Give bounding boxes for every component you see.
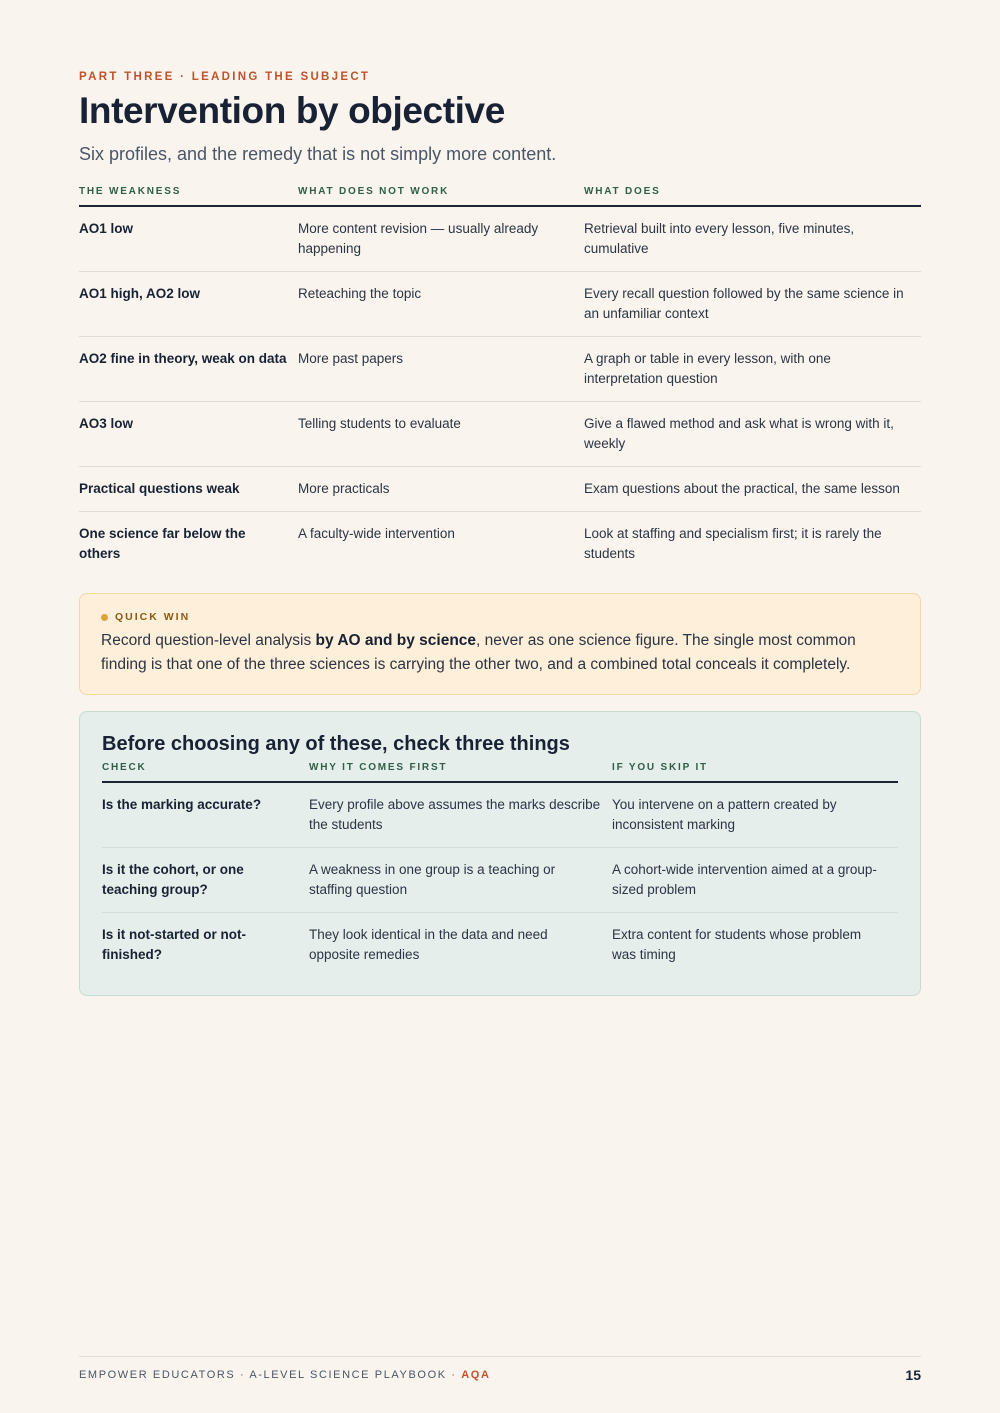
quick-win-text-start: Record question-level analysis	[101, 632, 316, 649]
check-panel	[79, 711, 921, 996]
page-subtitle: Six profiles, and the remedy that is not simply more content.	[79, 144, 557, 164]
why-cell: A weakness in one group is a teaching or staffing question	[309, 848, 612, 913]
table-row	[79, 402, 921, 467]
column-header-skip: IF YOU SKIP IT	[612, 762, 898, 782]
why-cell: Every profile above assumes the marks describe the students	[309, 782, 612, 848]
does-cell: Exam questions about the practical, the same lesson	[584, 467, 921, 512]
quick-win-text-bold: by AO and by science	[315, 632, 477, 649]
column-header-check: CHECK	[102, 762, 309, 782]
check-row	[102, 848, 898, 913]
footer-board: AQA	[461, 1369, 491, 1381]
not-work-cell: A faculty-wide intervention	[298, 526, 455, 541]
column-header-weakness: THE WEAKNESS	[79, 186, 298, 206]
weakness-cell: AO2 fine in theory, weak on data	[79, 337, 298, 402]
check-cell: Is it the cohort, or one teaching group?	[102, 848, 309, 913]
why-cell: They look identical in the data and need opposite remedies	[309, 927, 548, 962]
column-header-why: WHY IT COMES FIRST	[309, 762, 612, 782]
not-work-cell: Telling students to evaluate	[298, 402, 584, 467]
skip-cell: You intervene on a pattern created by inconsistent marking	[612, 782, 898, 848]
section-eyebrow: PART THREE · LEADING THE SUBJECT	[79, 71, 371, 83]
not-work-cell: More content revision — usually already happening	[298, 206, 584, 272]
check-header-row	[102, 762, 898, 782]
not-work-cell: More past papers	[298, 337, 584, 402]
check-panel-title: Before choosing any of these, check three things	[102, 733, 570, 755]
check-cell: Is it not-started or not-finished?	[102, 927, 246, 962]
quick-win-text	[101, 629, 899, 676]
check-table	[102, 762, 898, 977]
page-footer	[79, 1356, 921, 1383]
quick-win-label: QUICK WIN	[115, 611, 191, 623]
intervention-table	[79, 186, 921, 576]
column-header-not-work: WHAT DOES NOT WORK	[298, 186, 584, 206]
table-row	[79, 467, 921, 512]
table-row	[79, 272, 921, 337]
weakness-cell: Practical questions weak	[79, 467, 298, 512]
table-row	[79, 206, 921, 272]
table-row	[79, 512, 921, 577]
quick-win-label-row	[101, 611, 899, 623]
skip-cell: Extra content for students whose problem was timing	[612, 927, 862, 962]
check-row	[102, 782, 898, 848]
not-work-cell: More practicals	[298, 467, 584, 512]
bullet-dot-icon	[101, 614, 108, 621]
skip-cell: A cohort-wide intervention aimed at a group-sized problem	[612, 848, 898, 913]
does-cell: Retrieval built into every lesson, five minutes, cumulative	[584, 206, 921, 272]
table-row	[79, 337, 921, 402]
check-row	[102, 913, 898, 978]
column-header-does: WHAT DOES	[584, 186, 921, 206]
page-number: 15	[905, 1367, 921, 1383]
weakness-cell: AO1 high, AO2 low	[79, 272, 298, 337]
weakness-cell: AO1 low	[79, 206, 298, 272]
footer-title	[79, 1369, 491, 1381]
quick-win-text-end: , never as one science figure. The single most common finding is that one of the three sciences is carrying the other two, and a combined total conceals it completely.	[101, 632, 856, 673]
does-cell: Give a flawed method and ask what is wrong with it, weekly	[584, 402, 921, 467]
not-work-cell: Reteaching the topic	[298, 272, 584, 337]
does-cell: Every recall question followed by the same science in an unfamiliar context	[584, 272, 921, 337]
does-cell: A graph or table in every lesson, with one interpretation question	[584, 337, 921, 402]
weakness-cell: AO3 low	[79, 402, 298, 467]
does-cell: Look at staffing and specialism first; it is rarely the students	[584, 526, 882, 561]
check-cell: Is the marking accurate?	[102, 782, 309, 848]
quick-win-callout	[79, 593, 921, 695]
weakness-cell: One science far below the others	[79, 526, 246, 561]
page-title: Intervention by objective	[79, 90, 505, 131]
footer-text: EMPOWER EDUCATORS · A-LEVEL SCIENCE PLAYBOOK ·	[79, 1369, 462, 1381]
table-header-row	[79, 186, 921, 206]
